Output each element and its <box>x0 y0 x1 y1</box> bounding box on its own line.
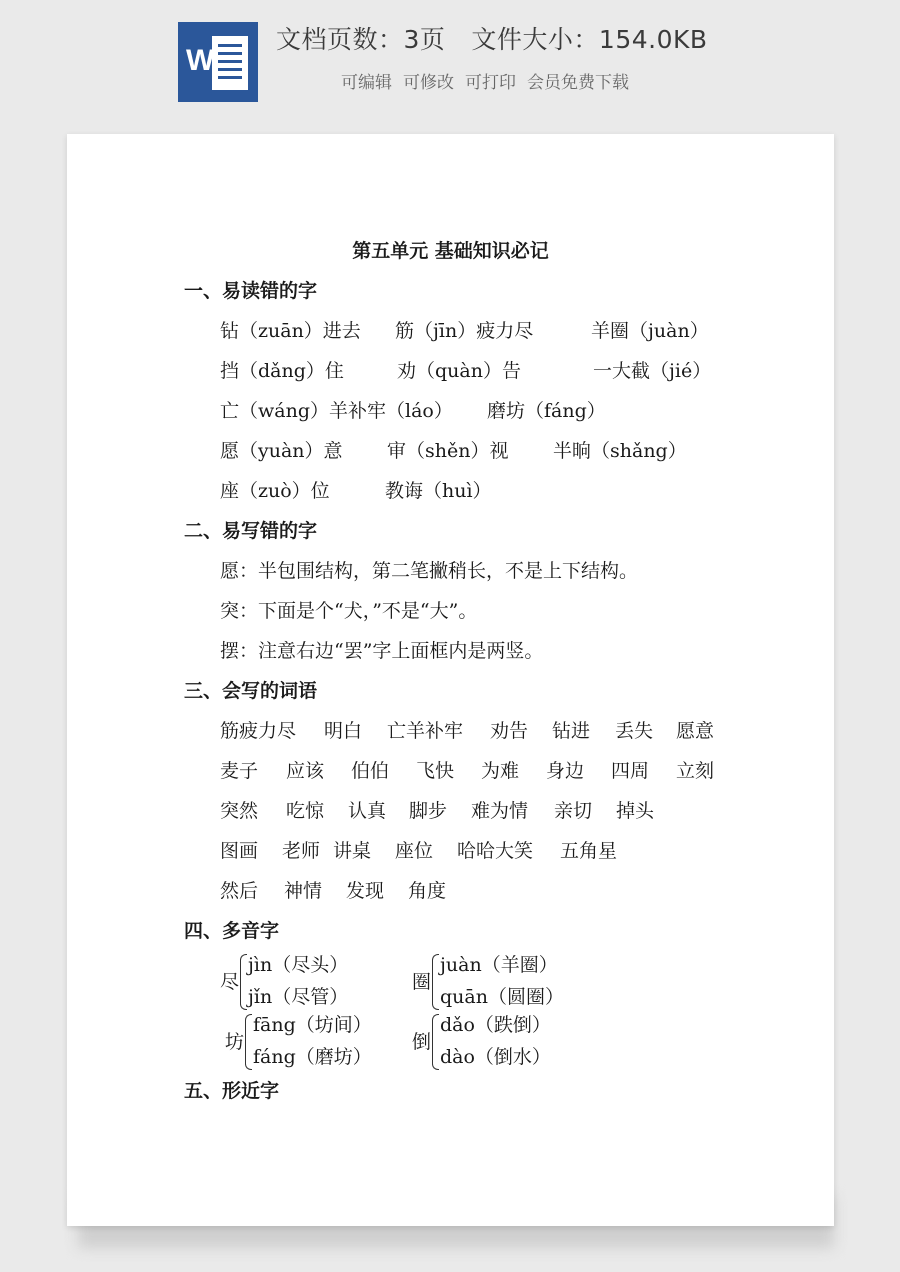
brace-icon <box>432 954 439 1010</box>
tag-editable: 可编辑 <box>341 73 392 93</box>
list-item: 一大截（jié） <box>593 360 712 382</box>
list-item: 愿（yuàn）意 <box>220 440 343 462</box>
polyphone-char: 坊 <box>225 1031 245 1053</box>
section-heading: 一、易读错的字 <box>184 280 318 302</box>
list-item: 磨坊（fáng） <box>487 400 606 422</box>
brace-icon <box>245 1014 252 1070</box>
polyphone-reading: fáng（磨坊） <box>253 1046 372 1068</box>
word-item: 筋疲力尽 <box>220 720 297 742</box>
brace-icon <box>432 1014 439 1070</box>
brace-icon <box>240 954 247 1010</box>
word-doc-icon: W <box>178 22 258 102</box>
polyphone-reading: dǎo（跌倒） <box>440 1014 551 1036</box>
word-item: 丢失 <box>615 720 654 742</box>
word-item: 为难 <box>481 760 520 782</box>
word-item: 愿意 <box>676 720 715 742</box>
tag-member-free: 会员免费下载 <box>527 73 629 93</box>
text-line: 摆：注意右边“罢”字上面框内是两竖。 <box>220 640 544 662</box>
text-line: 突：下面是个“犬，”不是“大”。 <box>220 600 478 622</box>
word-item: 明白 <box>324 720 363 742</box>
list-item: 筋（jīn）疲力尽 <box>395 320 534 342</box>
word-item: 身边 <box>546 760 585 782</box>
list-item: 半晌（shǎng） <box>553 440 687 462</box>
word-item: 劝告 <box>490 720 529 742</box>
tag-printable: 可打印 <box>465 73 516 93</box>
word-item: 图画 <box>220 840 259 862</box>
word-item: 然后 <box>220 880 259 902</box>
word-item: 老师 <box>282 840 321 862</box>
doc-title: 第五单元 基础知识必记 <box>352 240 549 262</box>
word-item: 伯伯 <box>351 760 390 782</box>
word-item: 亡羊补牢 <box>387 720 464 742</box>
section-heading: 五、形近字 <box>184 1080 280 1102</box>
section-heading: 三、会写的词语 <box>184 680 318 702</box>
polyphone-reading: fāng（坊间） <box>253 1014 372 1036</box>
feature-tags <box>341 68 629 93</box>
word-item: 立刻 <box>676 760 715 782</box>
tag-modifiable: 可修改 <box>403 73 454 93</box>
word-item: 认真 <box>348 800 387 822</box>
word-item: 应该 <box>286 760 325 782</box>
polyphone-reading: jìn（尽头） <box>248 954 349 976</box>
word-item: 掉头 <box>616 800 655 822</box>
polyphone-reading: jǐn（尽管） <box>248 986 349 1008</box>
word-item: 吃惊 <box>286 800 325 822</box>
polyphone-reading: juàn（羊圈） <box>440 954 558 976</box>
word-item: 神情 <box>284 880 323 902</box>
section-heading: 四、多音字 <box>184 920 280 942</box>
polyphone-char: 圈 <box>412 971 432 993</box>
word-item: 哈哈大笑 <box>457 840 534 862</box>
polyphone-reading: quān（圆圈） <box>440 986 564 1008</box>
list-item: 羊圈（juàn） <box>591 320 709 342</box>
word-item: 五角星 <box>560 840 618 862</box>
word-item: 难为情 <box>471 800 529 822</box>
word-item: 脚步 <box>409 800 448 822</box>
word-item: 亲切 <box>554 800 593 822</box>
polyphone-reading: dào（倒水） <box>440 1046 551 1068</box>
word-item: 突然 <box>220 800 259 822</box>
list-item: 挡（dǎng）住 <box>220 360 344 382</box>
section-heading: 二、易写错的字 <box>184 520 318 542</box>
page-count: 文档页数：3页 <box>276 25 446 54</box>
list-item: 审（shěn）视 <box>387 440 509 462</box>
text-line: 愿：半包围结构，第二笔撇稍长，不是上下结构。 <box>220 560 639 582</box>
polyphone-char: 倒 <box>412 1031 432 1053</box>
list-item: 劝（quàn）告 <box>397 360 521 382</box>
word-item: 飞快 <box>416 760 455 782</box>
list-item: 座（zuò）位 <box>220 480 330 502</box>
list-item: 亡（wáng）羊补牢（láo） <box>220 400 453 422</box>
polyphone-char: 尽 <box>220 971 240 993</box>
document-page <box>67 134 834 1226</box>
list-item: 钻（zuān）进去 <box>220 320 361 342</box>
word-item: 四周 <box>611 760 650 782</box>
word-item: 麦子 <box>220 760 259 782</box>
word-item: 讲桌 <box>333 840 372 862</box>
word-item: 座位 <box>395 840 434 862</box>
list-item: 教诲（huì） <box>385 480 492 502</box>
word-item: 发现 <box>346 880 385 902</box>
file-size: 文件大小：154.0KB <box>471 25 708 54</box>
word-item: 角度 <box>408 880 447 902</box>
header-banner <box>0 0 900 120</box>
doc-info <box>276 20 708 56</box>
word-item: 钻进 <box>552 720 591 742</box>
